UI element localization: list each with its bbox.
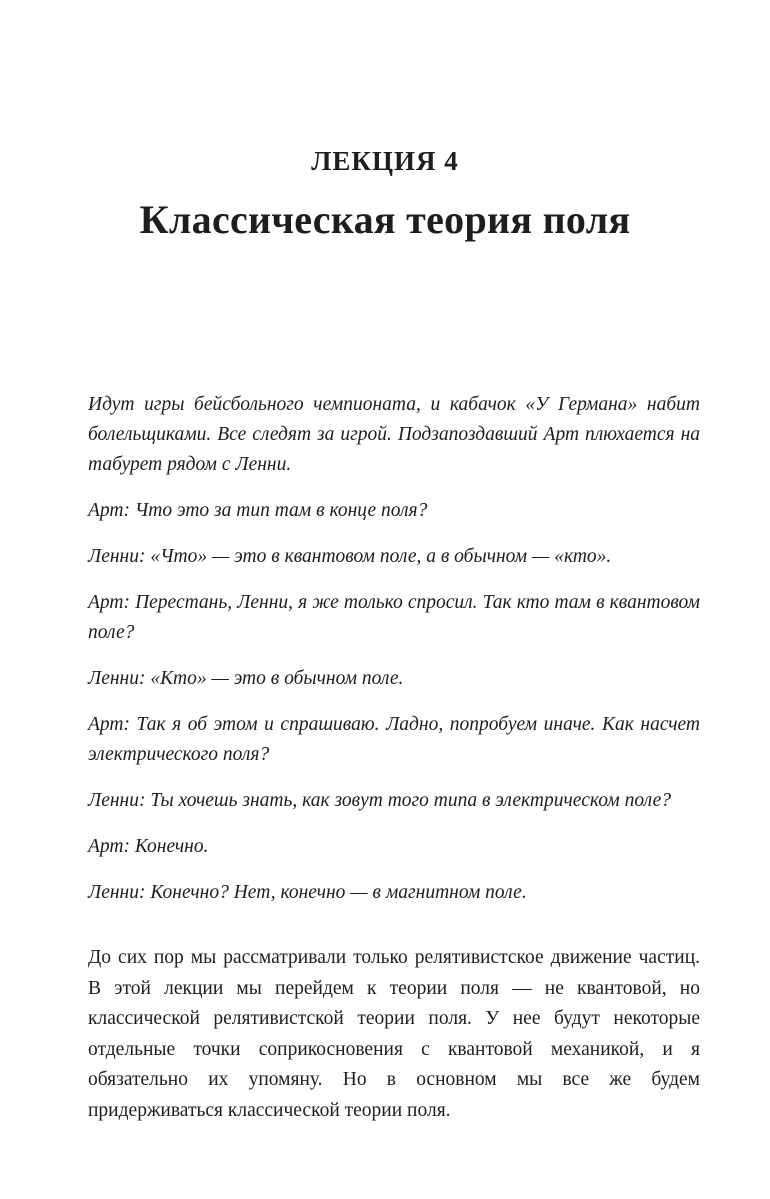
chapter-title: Классическая теория поля — [139, 197, 631, 242]
dialogue-line: Арт: Конечно. — [88, 836, 209, 857]
dialogue-line: Арт: Перестань, Ленни, я же только спросил. Так кто там в квантовом поле? — [88, 592, 700, 643]
epigraph-dialogue — [88, 390, 700, 924]
dialogue-line: Ленни: «Кто» — это в обычном поле. — [88, 668, 404, 689]
dialogue-line: Ленни: Ты хочешь знать, как зовут того типа в электрическом поле? — [88, 790, 671, 811]
dialogue-line: Ленни: Конечно? Нет, конечно — в магнитном поле. — [88, 882, 527, 903]
dialogue-line: Арт: Что это за тип там в конце поля? — [88, 500, 428, 521]
dialogue-line: Арт: Так я об этом и спрашиваю. Ладно, попробуем иначе. Как насчет электрического поля? — [88, 714, 700, 765]
chapter-label: ЛЕКЦИЯ 4 — [311, 146, 459, 176]
dialogue-line: Ленни: «Что» — это в квантовом поле, а в обычном — «кто». — [88, 546, 612, 567]
body-paragraph: До сих пор мы рассматривали только релятивистское движение частиц. В этой лекции мы перейдем к теории поля — не квантовой, но классической релятивистской теории поля. У нее будут некоторые отдельные точки соприкосновения с квантовой механикой, и я обязательно их упомяну. Но в основном мы все же будем придерживаться классической теории поля. — [88, 947, 700, 1121]
dialogue-intro: Идут игры бейсбольного чемпионата, и кабачок «У Германа» набит болельщиками. Все следят за игрой. Подзапоздавший Арт плюхается на табурет рядом с Ленни. — [88, 394, 700, 475]
